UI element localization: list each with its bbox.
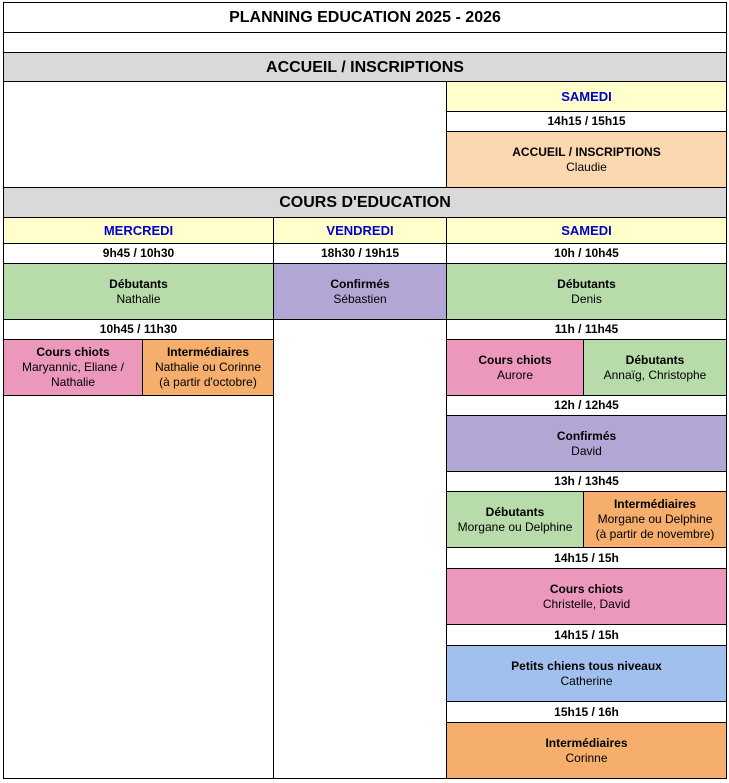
section-accueil-header: ACCUEIL / INSCRIPTIONS: [3, 52, 727, 82]
slot-person: David: [571, 443, 602, 458]
slot-title: Petits chiens tous niveaux: [511, 658, 662, 673]
slot-person: Nathalie: [116, 291, 161, 306]
samedi-time-5: 14h15 / 15h: [446, 547, 727, 569]
slot-title: Intermédiaires: [613, 497, 697, 511]
vendredi-empty-column: [273, 319, 447, 779]
slot-person: Corinne: [565, 750, 608, 765]
slot-title: Confirmés: [330, 276, 390, 291]
mercredi-slot-1: [3, 263, 274, 320]
samedi-slot-1: [446, 263, 727, 320]
slot-person: Denis: [571, 291, 602, 306]
samedi-slot-5: [446, 568, 727, 625]
samedi-time-2: 11h / 11h45: [446, 319, 727, 340]
mercredi-empty-column: [3, 395, 274, 779]
day-header-samedi: SAMEDI: [446, 217, 727, 244]
day-header-mercredi: MERCREDI: [3, 217, 274, 244]
samedi-slot-6: [446, 645, 727, 702]
mercredi-time-1: 9h45 / 10h30: [3, 243, 274, 264]
samedi-time-3: 12h / 12h45: [446, 395, 727, 416]
slot-person-line2: Nathalie: [50, 375, 96, 389]
accueil-slot: [446, 131, 727, 188]
day-header-vendredi: VENDREDI: [273, 217, 447, 244]
mercredi-time-2: 10h45 / 11h30: [3, 319, 274, 340]
slot-title: Intermédiaires: [545, 735, 628, 750]
slot-person: Claudie: [566, 159, 607, 174]
section-cours-header: COURS D'EDUCATION: [3, 187, 727, 218]
slot-title: ACCUEIL / INSCRIPTIONS: [512, 144, 661, 159]
samedi-slot-2a: [446, 339, 584, 396]
samedi-time-7: 15h15 / 16h: [446, 701, 727, 723]
slot-title: Débutants: [109, 276, 168, 291]
slot-title: Confirmés: [556, 428, 617, 443]
accueil-time: 14h15 / 15h15: [446, 111, 727, 132]
slot-person: Nathalie ou Corinne: [154, 360, 262, 374]
accueil-day-samedi: SAMEDI: [446, 81, 727, 112]
slot-person: Aurore: [496, 367, 534, 382]
slot-person: Annaïg, Christophe: [603, 367, 707, 382]
accueil-empty-area: [3, 81, 447, 188]
slot-note: (à partir de novembre): [595, 527, 715, 541]
samedi-slot-3: [446, 415, 727, 472]
vendredi-slot-1: [273, 263, 447, 320]
slot-title: Débutants: [557, 276, 616, 291]
samedi-time-6: 14h15 / 15h: [446, 624, 727, 646]
vendredi-time-1: 18h30 / 19h15: [273, 243, 447, 264]
mercredi-slot-2b: [142, 339, 274, 396]
samedi-time-1: 10h / 10h45: [446, 243, 727, 264]
spacer-row: [3, 32, 727, 53]
slot-person: Maryannic, Eliane /: [21, 360, 125, 374]
samedi-slot-2b: [583, 339, 727, 396]
slot-title: Intermédiaires: [166, 345, 250, 359]
slot-person: Morgane ou Delphine: [457, 519, 573, 534]
slot-note: (à partir d'octobre): [159, 375, 257, 389]
slot-title: Cours chiots: [478, 352, 552, 367]
slot-title: Cours chiots: [549, 581, 624, 596]
samedi-slot-4a: [446, 491, 584, 548]
samedi-slot-7: [446, 722, 727, 779]
slot-title: Débutants: [625, 352, 685, 367]
slot-title: Débutants: [485, 504, 545, 519]
slot-person: Morgane ou Delphine: [597, 512, 713, 526]
slot-title: Cours chiots: [36, 345, 110, 359]
slot-person: Sébastien: [333, 291, 387, 306]
samedi-time-4: 13h / 13h45: [446, 471, 727, 492]
samedi-slot-4b: [583, 491, 727, 548]
slot-person: Catherine: [560, 673, 613, 688]
mercredi-slot-2a: [3, 339, 143, 396]
slot-person: Christelle, David: [542, 596, 631, 611]
page-title: PLANNING EDUCATION 2025 - 2026: [3, 2, 727, 33]
